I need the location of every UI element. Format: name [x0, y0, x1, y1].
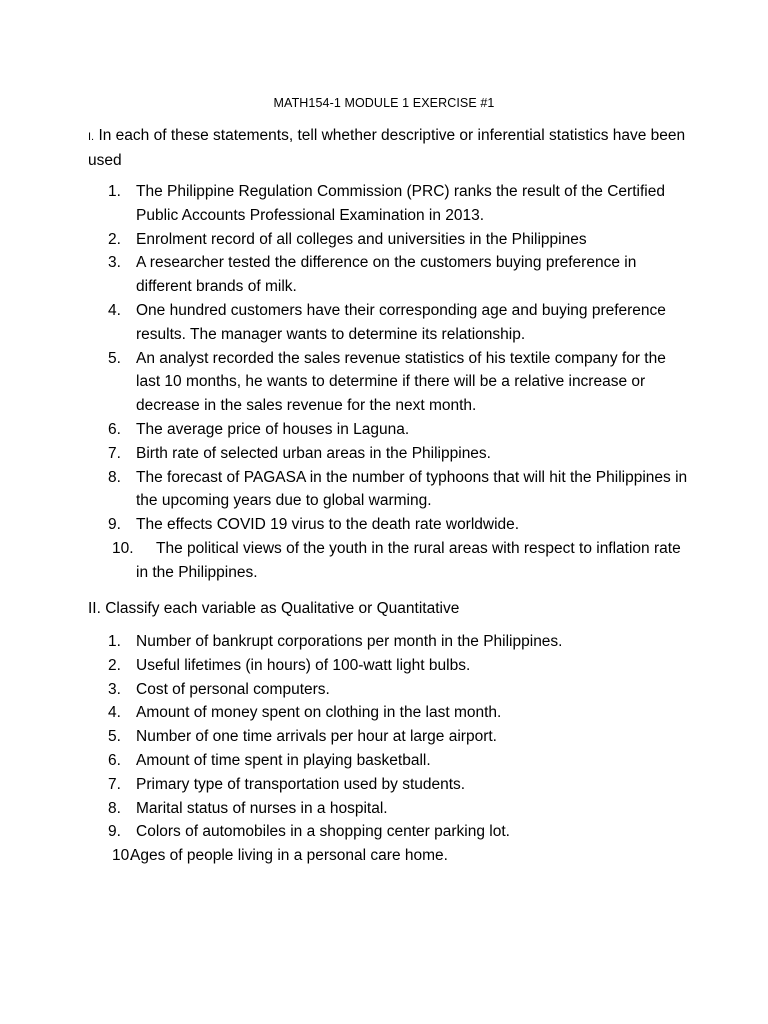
- document-title: MATH154-1 MODULE 1 EXERCISE #1: [273, 96, 495, 110]
- list-item: [108, 773, 688, 797]
- list-item: [108, 299, 688, 347]
- item-number: 9.: [108, 823, 121, 841]
- item-text: Amount of money spent on clothing in the last month.: [136, 704, 502, 722]
- item-text: Number of bankrupt corporations per month in the Philippines.: [136, 633, 563, 650]
- list-item: [108, 844, 688, 868]
- list-item: [108, 725, 688, 749]
- item-number: 8.: [108, 799, 121, 817]
- list-item: [108, 228, 688, 252]
- item-number: 4.: [108, 704, 121, 722]
- item-number: 1.: [108, 183, 121, 200]
- item-text: Number of one time arrivals per hour at large airport.: [136, 728, 497, 746]
- list-item: [108, 654, 688, 678]
- list-item: [108, 797, 688, 821]
- item-text: Enrolment record of all colleges and universities in the Philippines: [136, 230, 587, 248]
- item-number: 2.: [108, 230, 121, 248]
- list-item: [108, 466, 688, 514]
- item-text: Ages of people living in a personal care home.: [130, 847, 448, 865]
- section-2-list: [108, 630, 688, 868]
- item-text: The effects COVID 19 virus to the death rate worldwide.: [136, 516, 520, 534]
- list-item: [108, 678, 688, 702]
- list-item: [108, 820, 688, 844]
- item-number: 7.: [108, 775, 121, 793]
- item-number: 2.: [108, 656, 121, 674]
- item-number: 3.: [108, 254, 121, 272]
- list-item: [108, 442, 688, 466]
- list-item: [108, 749, 688, 773]
- item-number: 5.: [108, 349, 121, 367]
- item-number: 9.: [108, 516, 121, 534]
- list-item: [108, 347, 688, 418]
- section-2-heading: II. Classify each variable as Qualitative or Quantitative: [88, 600, 460, 617]
- item-number: 7.: [108, 444, 121, 462]
- item-number: 6.: [108, 751, 121, 769]
- item-text: Useful lifetimes (in hours) of 100-watt light bulbs.: [136, 656, 471, 674]
- item-number: 10.: [112, 847, 134, 865]
- item-text: Colors of automobiles in a shopping center parking lot.: [136, 823, 510, 841]
- item-number: 8.: [108, 468, 121, 486]
- section-1-list: [108, 180, 688, 585]
- item-text: The forecast of PAGASA in the number of typhoons that will hit the Philippines in the upcoming years due to global warming.: [136, 468, 688, 510]
- item-text: Primary type of transportation used by students.: [136, 775, 466, 793]
- item-text: An analyst recorded the sales revenue statistics of his textile company for the last 10 months, he wants to determine if there will be a relative increase or decrease in the sales revenue for the next month.: [136, 349, 666, 415]
- list-item: [108, 701, 688, 725]
- list-item: [108, 180, 688, 228]
- section-1-heading: [88, 124, 698, 173]
- list-item: [108, 537, 688, 585]
- list-item: [108, 251, 688, 299]
- item-number: 6.: [108, 420, 121, 438]
- item-text: The political views of the youth in the rural areas with respect to inflation rate in the Philippines.: [136, 539, 681, 581]
- item-text: A researcher tested the difference on the customers buying preference in different brands of milk.: [136, 254, 637, 296]
- item-number: 4.: [108, 301, 121, 319]
- section-1-roman-numeral: I.: [88, 131, 95, 143]
- item-number: 1.: [108, 633, 121, 650]
- section-1-heading-text: In each of these statements, tell whether descriptive or inferential statistics have been used: [88, 127, 686, 169]
- list-item: [108, 513, 688, 537]
- list-item: [108, 630, 688, 654]
- item-text: The average price of houses in Laguna.: [136, 420, 410, 438]
- item-text: One hundred customers have their corresponding age and buying preference results. The manager wants to determine its relationship.: [136, 301, 666, 343]
- item-text: Marital status of nurses in a hospital.: [136, 799, 388, 817]
- item-text: Amount of time spent in playing basketball.: [136, 751, 431, 769]
- list-item: [108, 418, 688, 442]
- item-text: Cost of personal computers.: [136, 680, 330, 698]
- item-text: The Philippine Regulation Commission (PRC) ranks the result of the Certified Public Accounts Professional Examination in 2013.: [136, 183, 665, 224]
- item-number: 5.: [108, 728, 121, 746]
- item-number: 10.: [112, 539, 134, 557]
- item-number: 3.: [108, 680, 121, 698]
- item-text: Birth rate of selected urban areas in the Philippines.: [136, 444, 491, 462]
